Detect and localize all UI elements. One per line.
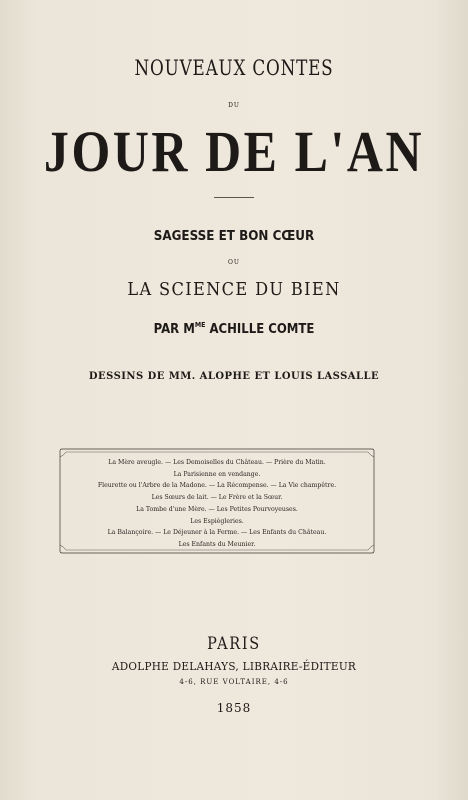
author-title-sup: ME (194, 321, 206, 329)
author-prefix: PAR M (153, 322, 195, 337)
conjunction-ou: OU (228, 259, 240, 266)
imprint-year: 1858 (216, 701, 252, 715)
imprint-address: 4-6, RUE VOLTAIRE, 4-6 (179, 678, 289, 686)
illustrators-line: DESSINS DE MM. ALOPHE ET LOUIS LASSALLE (88, 370, 380, 382)
contents-line: La Mère aveugle. — Les Demoiselles du Château. — Prière du Matin. (108, 459, 326, 466)
main-title: JOUR DE L'AN (43, 119, 425, 184)
imprint-city: PARIS (207, 634, 261, 654)
contents-line: Les Espiègleries. (190, 517, 244, 525)
contents-line: Fleurette ou l'Arbre de la Madone. — La Récompense. — La Vie champêtre. (97, 482, 337, 490)
series-title: NOUVEAUX CONTES (134, 56, 334, 80)
imprint-publisher: ADOLPHE DELAHAYS, LIBRAIRE-ÉDITEUR (111, 660, 357, 673)
contents-line: La Balançoire. — Le Déjeuner à la Ferme. — Les Enfants du Château. (107, 529, 327, 537)
subtitle-secondary: LA SCIENCE DU BIEN (127, 279, 341, 300)
author-name: ACHILLE COMTE (205, 322, 315, 337)
contents-line: Les Enfants du Meunier. (178, 540, 256, 548)
author-line (23, 321, 444, 337)
contents-line: La Parisienne en vendange. (173, 470, 261, 478)
subtitle: SAGESSE ET BON CŒUR (153, 229, 315, 244)
title-rule (214, 197, 254, 198)
contents-line: Les Sœurs de lait. — Le Frère et la Sœur. (151, 494, 283, 502)
contents-line: La Tombe d'une Mère. — Les Petites Pourvoyeuses. (136, 505, 298, 513)
contents-list (58, 457, 376, 551)
contents-box (58, 447, 376, 555)
conjunction-du: DU (228, 102, 240, 109)
